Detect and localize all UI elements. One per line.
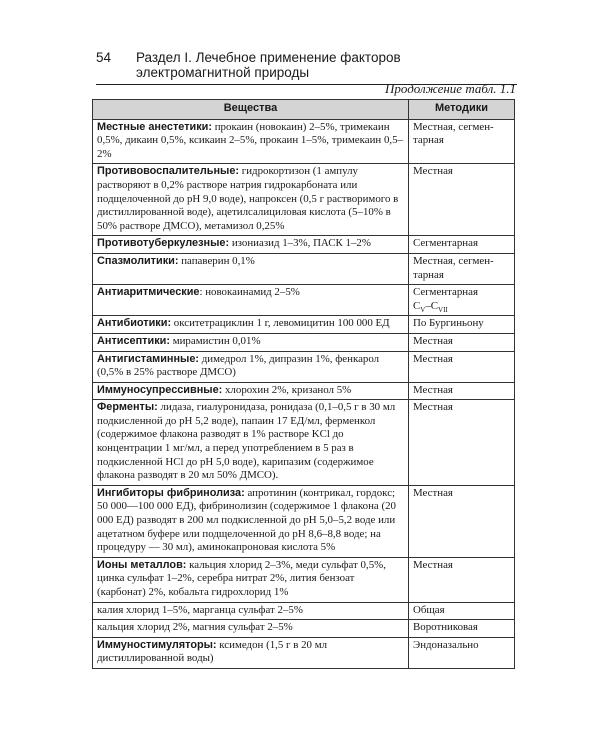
- method-name: Эндоназально: [413, 638, 479, 651]
- substance-group-name: Антигистаминные:: [97, 352, 200, 365]
- method-cell: [409, 333, 515, 351]
- substance-group-name: Ионы металлов:: [97, 558, 187, 571]
- method-name: Местная, сегмен-тарная: [413, 254, 494, 281]
- method-name: Сегментарная: [413, 286, 478, 299]
- table-row: [93, 382, 515, 400]
- table-row: [93, 333, 515, 351]
- method-cell: [409, 637, 515, 668]
- substance-list: димедрол 1%, дипразин 1%, фенкарол (0,5% в 25% растворе ДМСО): [97, 352, 380, 379]
- substance-group-name: Ингибиторы фибринолиза:: [97, 486, 245, 499]
- table-row: [93, 316, 515, 334]
- method-cell: [409, 400, 515, 486]
- table-row: [93, 236, 515, 254]
- table-row: [93, 557, 515, 602]
- section-title: Раздел I. Лечебное применение факторов электромагнитной природы: [136, 50, 401, 80]
- substance-list: мирамистин 0,01%: [169, 334, 261, 347]
- substance-list: кальция хлорид 2%, магния сульфат 2–5%: [97, 621, 293, 634]
- substance-list: ксимедон (1,5 г в 20 мл дистиллированной воды): [97, 638, 328, 665]
- table-row: [93, 602, 515, 620]
- substance-cell: [93, 316, 409, 334]
- table-row: [93, 620, 515, 638]
- table-row: [93, 285, 515, 316]
- substance-group-name: Иммуносупрессивные:: [97, 383, 223, 396]
- substance-list: окситетрациклин 1 г, левомицитин 100 000 ЕД: [171, 317, 390, 330]
- column-header-methods: Методики: [409, 100, 515, 120]
- page-number: 54: [96, 50, 112, 65]
- table-header-row: [93, 100, 515, 120]
- substance-cell: [93, 485, 409, 557]
- method-cell: [409, 620, 515, 638]
- substance-cell: [93, 400, 409, 486]
- running-head: [96, 50, 517, 85]
- substance-group-name: Антибиотики:: [97, 317, 172, 330]
- substance-group-name: Иммуностимуляторы:: [97, 638, 217, 651]
- column-header-substances: Вещества: [93, 100, 409, 120]
- method-name: Местная: [413, 334, 453, 347]
- substance-group-name: Ферменты:: [97, 401, 158, 414]
- substance-list: изониазид 1–3%, ПАСК 1–2%: [229, 237, 371, 250]
- method-name: Местная: [413, 558, 453, 571]
- table-row: [93, 637, 515, 668]
- table-row: [93, 351, 515, 382]
- method-name: Местная, сегмен-тарная: [413, 120, 494, 147]
- table-caption: Продолжение табл. 1.1: [385, 81, 516, 96]
- method-cell: [409, 253, 515, 284]
- method-cell: [409, 236, 515, 254]
- table-row: [93, 485, 515, 557]
- substance-list: : новокаинамид 2–5%: [199, 286, 300, 299]
- method-cell: [409, 285, 515, 316]
- substance-group-name: Спазмолитики:: [97, 254, 179, 267]
- substance-cell: [93, 382, 409, 400]
- substance-group-name: Противотуберкулезные:: [97, 237, 230, 250]
- substance-list: калия хлорид 1–5%, марганца сульфат 2–5%: [97, 603, 303, 616]
- substance-cell: [93, 236, 409, 254]
- substance-cell: [93, 164, 409, 236]
- substance-cell: [93, 119, 409, 164]
- method-name: Воротниковая: [413, 621, 478, 634]
- method-cell: [409, 557, 515, 602]
- substance-cell: [93, 333, 409, 351]
- table-row: [93, 164, 515, 236]
- method-cell: [409, 351, 515, 382]
- method-name: Сегментарная: [413, 237, 478, 250]
- table-row: [93, 119, 515, 164]
- method-cell: [409, 382, 515, 400]
- substance-cell: [93, 620, 409, 638]
- method-cell: [409, 316, 515, 334]
- substance-list: лидаза, гиалуронидаза, ронидаза (0,1–0,5 г в 30 мл подкисленной до pH 5,2 воде), папаин 17 ЕД/мл, ферменкол (содержимое флакона разводят в 1% растворе KCl до концентрации 1 мг/мл, а перед употреблением в 5 раз в подкисленной HCl до pH 5,0 воде), карипазим (содержимое флакона разводят в 20 мл 50% ДМСО).: [97, 401, 396, 482]
- table-body: [93, 119, 515, 668]
- method-name: Местная: [413, 165, 453, 178]
- method-cell: [409, 119, 515, 164]
- method-name: Местная: [413, 383, 453, 396]
- substance-group-name: Местные анестетики:: [97, 120, 212, 133]
- substance-list: хлорохин 2%, кризанол 5%: [222, 383, 352, 396]
- method-cell: [409, 602, 515, 620]
- substance-cell: [93, 557, 409, 602]
- substance-group-name: Противовоспалительные:: [97, 165, 240, 178]
- substance-list: гидрокортизон (1 ампулу растворяют в 0,2% растворе натрия гидрокарбоната или подщелоченной до pH 9,0 воде), напроксен (0,5 г растворимого в дистиллированной воде), ацетилсалициловая кислота (5–10% в 50% растворе ДМСО), метамизол 0,25%: [97, 165, 399, 232]
- segment-range: $C_V-C_{VII}$: [413, 299, 448, 314]
- substance-list: прокаин (новокаин) 2–5%, тримекаин 0,5%, дикаин 0,5%, ксикаин 2–5%, прокаин 1–5%, тримекаин 0,5–2%: [97, 120, 404, 160]
- substance-list: папаверин 0,1%: [178, 254, 255, 267]
- table-row: [93, 400, 515, 486]
- method-name: Местная: [413, 486, 453, 499]
- substance-list: кальция хлорид 2–3%, меди сульфат 0,5%, цинка сульфат 1–2%, серебра нитрат 2%, лития бензоат (карбонат) 2%, кобальта гидрохлорид 1%: [97, 558, 386, 598]
- table-row: [93, 253, 515, 284]
- substance-cell: [93, 637, 409, 668]
- substance-group-name: Антиаритмические: [97, 286, 200, 299]
- substance-list: апротинин (контрикал, гордокс; 50 000—100 000 ЕД), фибринолизин (содержимое 1 флакона (20 000 ЕД) разводят в 200 мл подкисленной до pH 5,0–5,2 воде или ацетатном буфере или подщелоченной до pH 8,6–8,8 воде; на процедуру — 30 мл), аминокапроновая кислота 5%: [97, 486, 396, 554]
- method-name: Общая: [413, 603, 445, 616]
- substance-cell: [93, 351, 409, 382]
- method-name: По Бургиньону: [413, 317, 484, 330]
- method-name: Местная: [413, 401, 453, 414]
- substance-group-name: Антисептики:: [97, 334, 170, 347]
- method-cell: [409, 485, 515, 557]
- substances-table: [92, 99, 515, 669]
- substance-cell: [93, 253, 409, 284]
- substance-cell: [93, 602, 409, 620]
- method-name: Местная: [413, 352, 453, 365]
- substance-cell: [93, 285, 409, 316]
- method-cell: [409, 164, 515, 236]
